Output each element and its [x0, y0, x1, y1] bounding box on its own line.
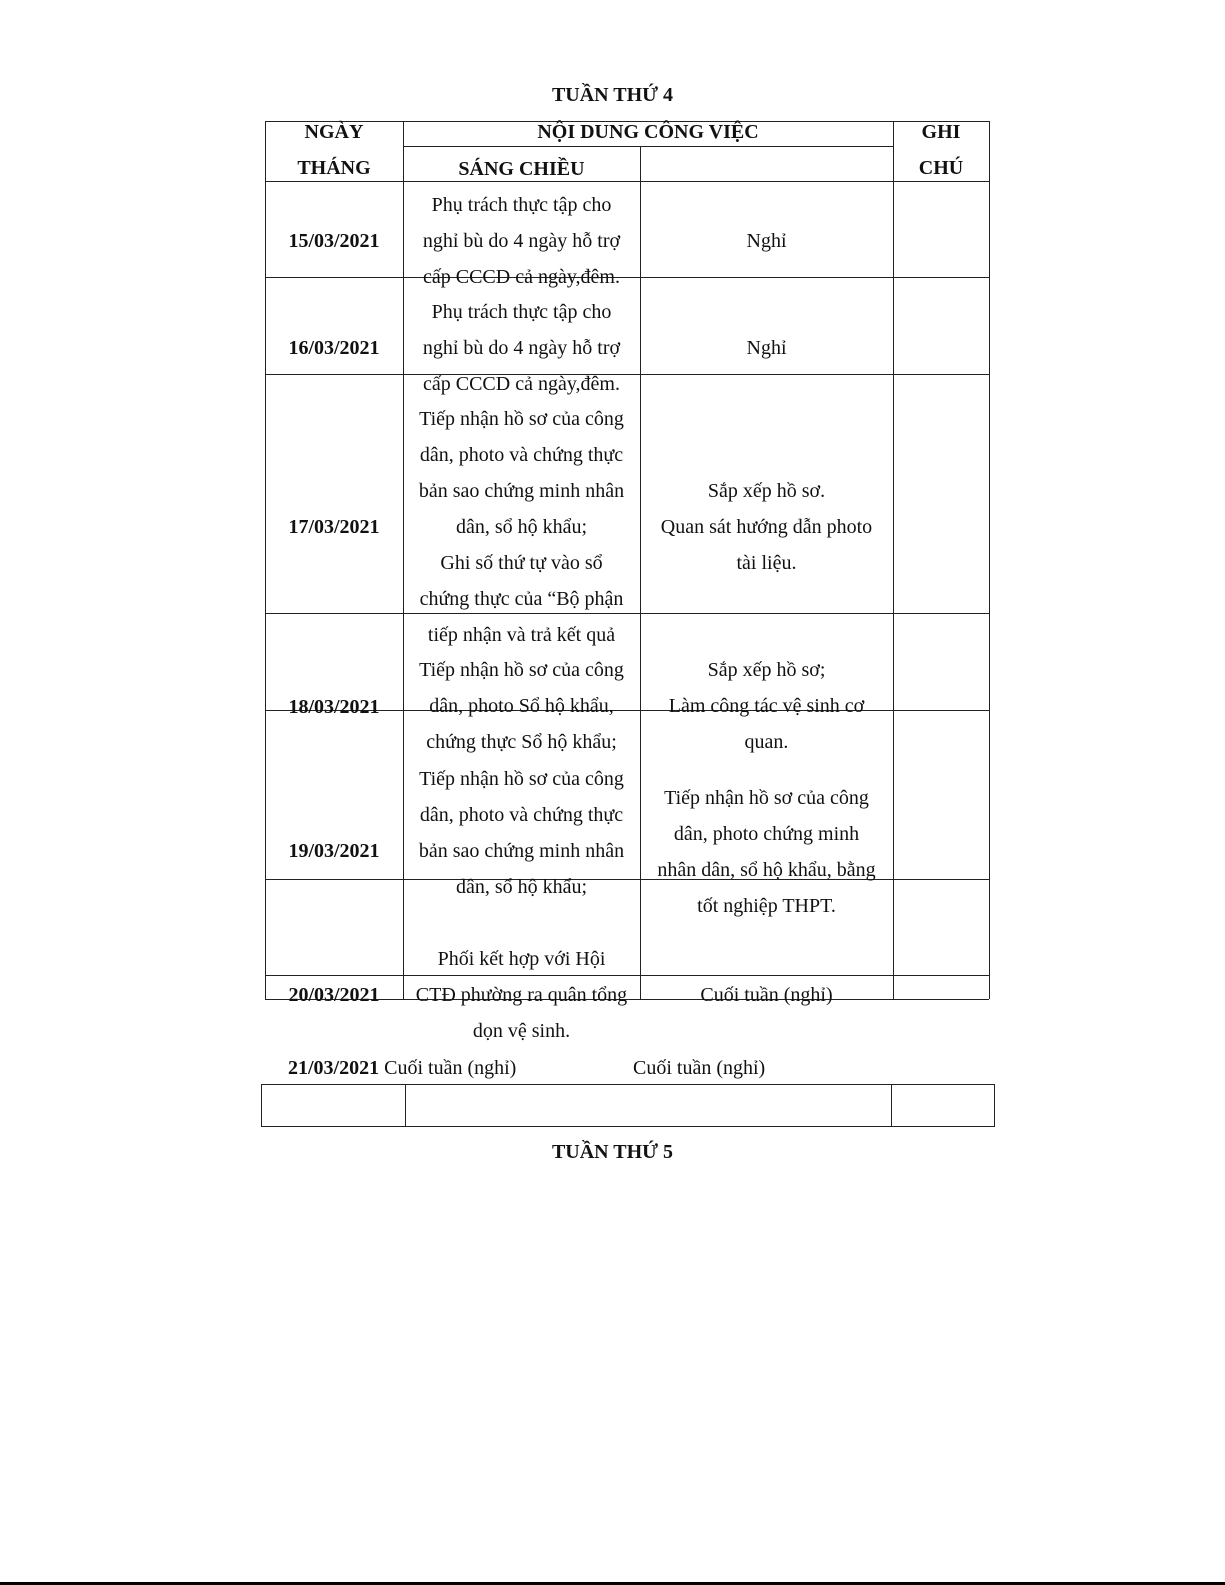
- row-afternoon-tasks: Nghỉ: [746, 230, 787, 252]
- row-date: 19/03/2021: [288, 840, 380, 862]
- row-afternoon-tasks: Nghỉ: [746, 337, 787, 359]
- note-column-header: GHI CHÚ: [918, 121, 964, 179]
- row-morning-tasks: Phối kết hợp với Hội CTĐ phường ra quân tổng dọn vệ sinh.: [415, 948, 628, 1042]
- row-date: 18/03/2021: [288, 696, 380, 718]
- row-morning-tasks: Cuối tuần (nghỉ): [384, 1057, 517, 1079]
- row-date: 16/03/2021: [288, 337, 380, 359]
- row-morning-tasks: Tiếp nhận hồ sơ của công dân, photo và chứng thực bản sao chứng minh nhân dân, sổ hộ khẩu; Ghi số thứ tự vào sổ chứng thực của “Bộ phận tiếp nhận và trả kết quả: [418, 408, 625, 646]
- row-date: 21/03/2021: [288, 1057, 380, 1079]
- row-afternoon-tasks: Cuối tuần (nghỉ): [633, 1057, 766, 1079]
- content-column-header: NỘI DUNG CÔNG VIỆC: [537, 121, 759, 143]
- row-afternoon-tasks: Sắp xếp hồ sơ; Làm công tác vệ sinh cơ quan.: [668, 659, 865, 753]
- row-date: 15/03/2021: [288, 230, 380, 252]
- row-morning-tasks: Tiếp nhận hồ sơ của công dân, photo Sổ hộ khẩu, chứng thực Sổ hộ khẩu;: [419, 659, 624, 753]
- row-21-03: [288, 1056, 516, 1080]
- week-4-title: TUẦN THỨ 4: [551, 84, 674, 106]
- row-morning-tasks: Phụ trách thực tập cho nghỉ bù do 4 ngày hỗ trợ cấp CCCD cả ngày,đêm.: [422, 301, 621, 395]
- row-afternoon-tasks: Tiếp nhận hồ sơ của công dân, photo chứng minh nhân dân, sổ hộ khẩu, bằng tốt nghiệp THPT.: [657, 787, 876, 917]
- row-afternoon-tasks: Cuối tuần (nghỉ): [700, 984, 833, 1006]
- row-date: 17/03/2021: [288, 516, 380, 538]
- week-5-title: TUẦN THỨ 5: [551, 1141, 674, 1163]
- row-afternoon-tasks: Sắp xếp hồ sơ. Quan sát hướng dẫn photo tài liệu.: [660, 480, 873, 574]
- morning-afternoon-header: SÁNG CHIỀU: [458, 158, 585, 180]
- row-morning-tasks: Tiếp nhận hồ sơ của công dân, photo và chứng thực bản sao chứng minh nhân dân, sổ hộ khẩu;: [418, 768, 625, 898]
- row-morning-tasks: Phụ trách thực tập cho nghỉ bù do 4 ngày hỗ trợ cấp CCCD cả ngày,đêm.: [422, 194, 621, 288]
- row-date: 20/03/2021: [288, 984, 380, 1006]
- date-column-header: NGÀY THÁNG: [297, 121, 371, 179]
